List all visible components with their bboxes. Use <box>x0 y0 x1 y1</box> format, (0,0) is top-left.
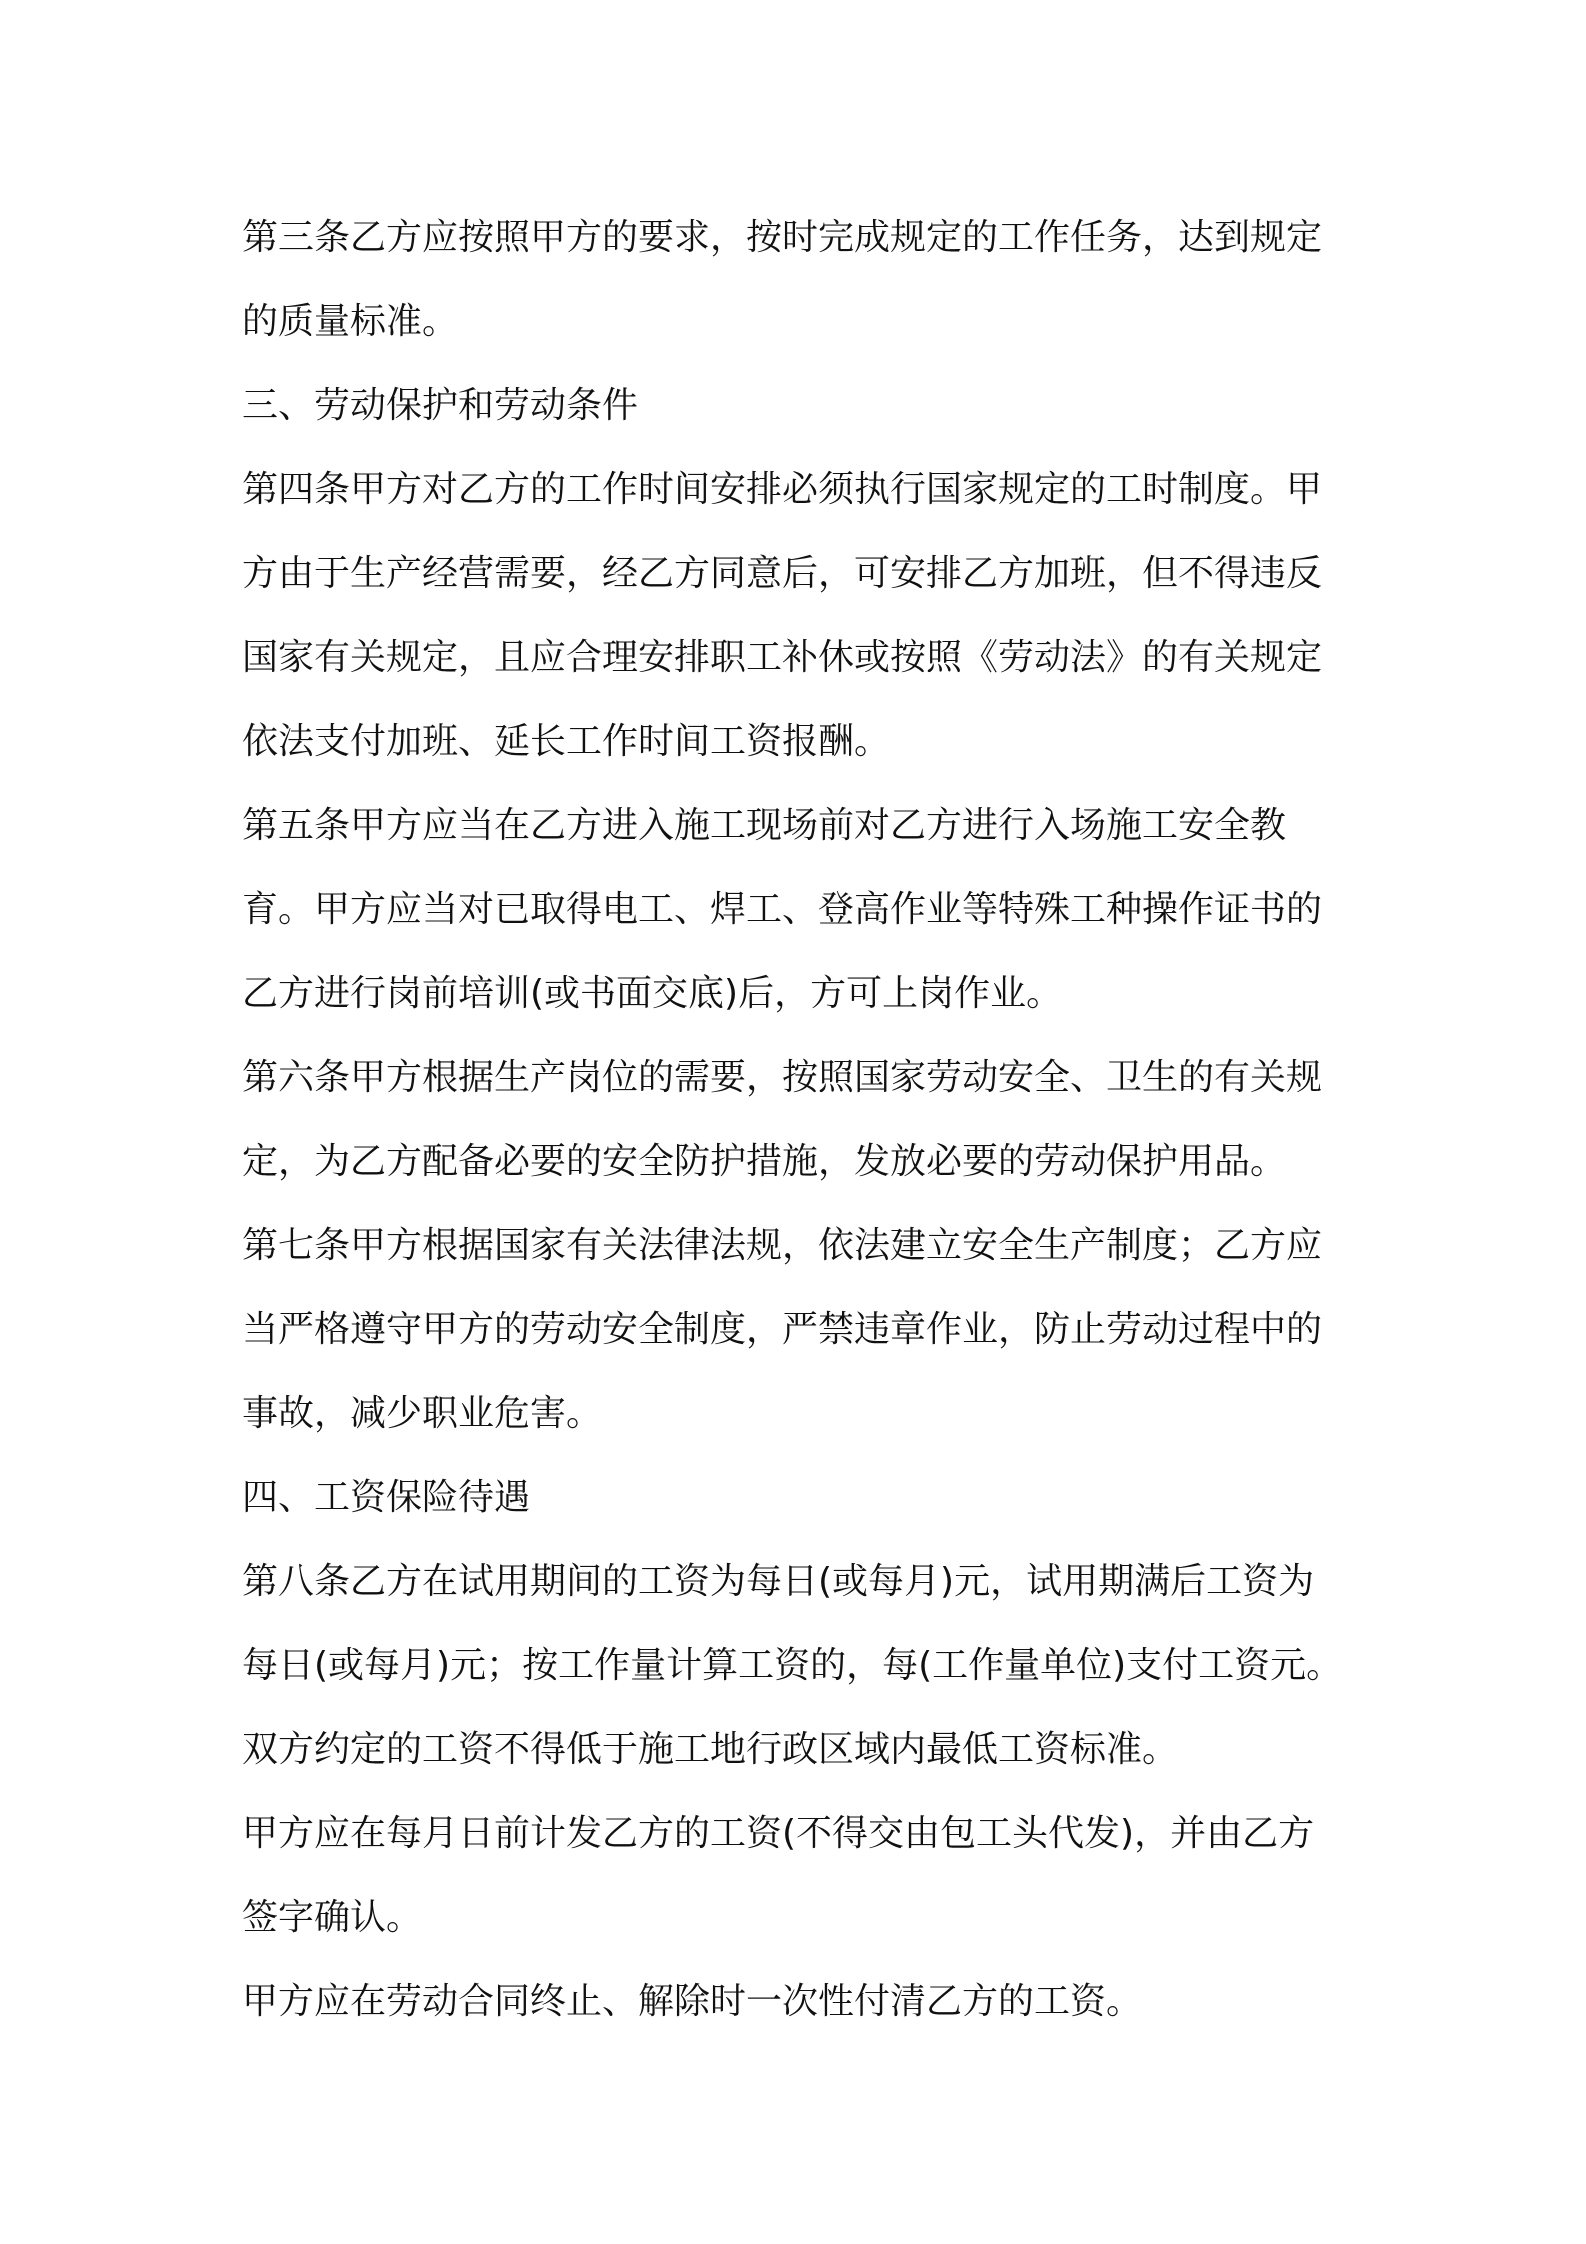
text-line: 双方约定的工资不得低于施工地行政区域内最低工资标准。 <box>242 1729 1179 1770</box>
text-line: 每日(或每月)元；按工作量计算工资的，每(工作量单位)支付工资元。 <box>242 1645 1343 1686</box>
text-line: 甲方应在每月日前计发乙方的工资(不得交由包工头代发)，并由乙方 <box>242 1813 1315 1854</box>
text-line: 国家有关规定，且应合理安排职工补休或按照《劳动法》的有关规定 <box>242 637 1323 678</box>
text-line: 乙方进行岗前培训(或书面交底)后，方可上岗作业。 <box>242 973 1063 1014</box>
text-line: 第三条乙方应按照甲方的要求，按时完成规定的工作任务，达到规定 <box>242 217 1323 258</box>
text-line: 的质量标准。 <box>242 301 459 342</box>
text-line: 当严格遵守甲方的劳动安全制度，严禁违章作业，防止劳动过程中的 <box>242 1309 1323 1350</box>
section-heading: 三、劳动保护和劳动条件 <box>242 385 639 426</box>
text-line: 依法支付加班、延长工作时间工资报酬。 <box>242 721 891 762</box>
text-line: 第七条甲方根据国家有关法律法规，依法建立安全生产制度；乙方应 <box>242 1225 1323 1266</box>
text-line: 育。甲方应当对已取得电工、焊工、登高作业等特殊工种操作证书的 <box>242 889 1323 930</box>
section-heading: 四、工资保险待遇 <box>242 1477 531 1518</box>
text-line: 定，为乙方配备必要的安全防护措施，发放必要的劳动保护用品。 <box>242 1141 1287 1182</box>
text-line: 甲方应在劳动合同终止、解除时一次性付清乙方的工资。 <box>242 1981 1143 2022</box>
document-body <box>242 196 1372 2044</box>
text-line: 第六条甲方根据生产岗位的需要，按照国家劳动安全、卫生的有关规 <box>242 1057 1323 1098</box>
text-line: 第八条乙方在试用期间的工资为每日(或每月)元，试用期满后工资为 <box>242 1561 1315 1602</box>
text-line: 第四条甲方对乙方的工作时间安排必须执行国家规定的工时制度。甲 <box>242 469 1323 510</box>
text-line: 方由于生产经营需要，经乙方同意后，可安排乙方加班，但不得违反 <box>242 553 1323 594</box>
text-line: 事故，减少职业危害。 <box>242 1393 603 1434</box>
text-line: 第五条甲方应当在乙方进入施工现场前对乙方进行入场施工安全教 <box>242 805 1287 846</box>
text-line: 签字确认。 <box>242 1897 423 1938</box>
